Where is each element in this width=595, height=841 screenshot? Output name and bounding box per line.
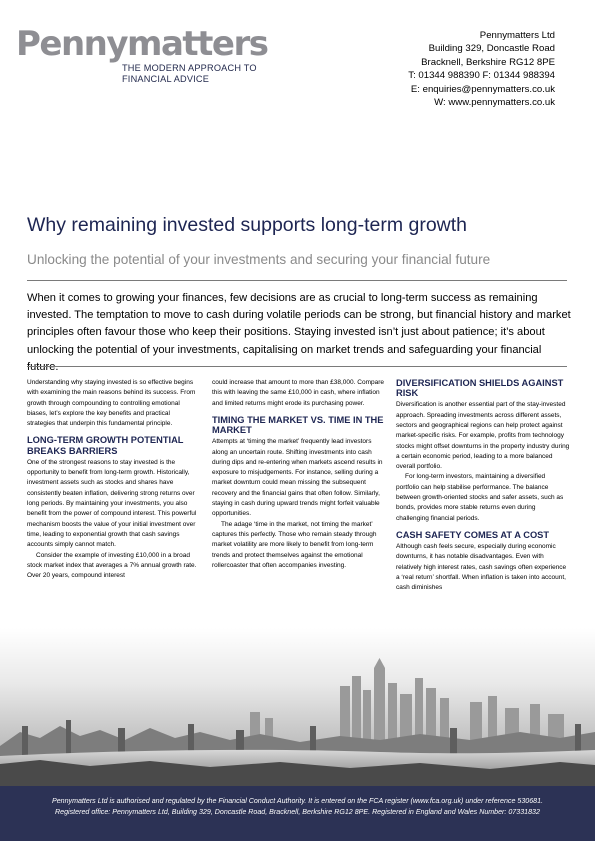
column-3	[396, 378, 570, 594]
logo-wordmark: Pennymatters	[16, 24, 268, 64]
logo-tagline-line2: FINANCIAL ADVICE	[122, 74, 210, 84]
column-1	[27, 378, 199, 581]
company-logo	[16, 26, 276, 85]
col1-paragraph-2: One of the strongest reasons to stay invested is the opportunity to benefit from long-term growth. Historically, investment assets such as stocks and shares have consistently beaten inflation, delivering strong returns over long periods. By maintaining your investments, you also benefit from the power of compound interest. This powerful mechanism boosts the value of your initial investment over time, leading to exponential growth that cash savings accounts simply cannot match.	[27, 458, 197, 549]
col1-heading: LONG-TERM GROWTH POTENTIAL BREAKS BARRIERS	[27, 435, 184, 456]
col1-paragraph-3: Consider the example of investing £10,000 in a broad stock market index that averages a 7% annual growth rate. Over 20 years, compound interest	[27, 551, 197, 580]
footer-line-2: Registered office: Pennymatters Ltd, Building 329, Doncastle Road, Bracknell, Berkshire RG12 8PE. Registered in England and Wales Number: 07331832	[55, 808, 540, 817]
col3-paragraph-3: Although cash feels secure, especially during economic downturns, it has notable disadvantages. Even with relatively high interest rates, cash savings often experience a ‘real return’ shortfall. When inflation is taken into account, cash diminishes	[396, 543, 567, 592]
divider-bottom	[27, 366, 567, 367]
phone-fax: T: 01344 988390 F: 01344 988394	[408, 70, 555, 82]
col1-paragraph-1: Understanding why staying invested is so effective begins with examining the main reasons behind its success. From growth through compounding to controlling emotional biases, let’s explore the key benefits and practical strategies that underpin this fundamental principle.	[27, 379, 196, 428]
address-line1: Building 329, Doncastle Road	[428, 43, 555, 55]
article-title: Why remaining invested supports long-term growth	[27, 214, 468, 236]
col2-paragraph-3: The adage ‘time in the market, not timing the market’ captures this perfectly. Those who remain steady through market volatility are more likely to benefit from long-term trends and protect themselves against the emotional rollercoaster that often accompanies investing.	[212, 520, 377, 569]
col3-paragraph-2: For long-term investors, maintaining a diversified portfolio can help stabilise performance. The balance between growth-oriented stocks and safer assets, such as bonds, provides more stable returns even during challenging financial periods.	[396, 473, 564, 522]
website-link[interactable]: W: www.pennymatters.co.uk	[434, 97, 555, 109]
footer-bar	[0, 786, 595, 841]
contact-block	[408, 29, 555, 109]
email-link[interactable]: E: enquiries@pennymatters.co.uk	[410, 83, 555, 95]
logo-tagline-line1: THE MODERN APPROACH TO	[122, 63, 257, 73]
col2-paragraph-1: could increase that amount to more than £38,000. Compare this with leaving the same £10,000 in cash, where inflation and limited returns might erode its purchasing power.	[212, 379, 384, 407]
col3-heading-2: CASH SAFETY COMES AT A COST	[396, 529, 550, 540]
footer-line-1: Pennymatters Ltd is authorised and regulated by the Financial Conduct Authority. It is entered on the FCA register (www.fca.org.uk) under reference 530681.	[51, 797, 544, 805]
divider-top	[27, 280, 567, 281]
city-skyline-image	[0, 628, 595, 786]
logo-tagline	[122, 63, 276, 85]
address-line2: Bracknell, Berkshire RG12 8PE	[421, 56, 555, 68]
intro-paragraph: When it comes to growing your finances, few decisions are as crucial to long-term success as remaining invested. The temptation to move to cash during volatile periods can be strong, but financial history and market principles often favour those who keep their positions. Staying invested isn’t just about patience; it’s about unlocking the potential of your investments, capitalising on market trends and safeguarding your financial future.	[27, 292, 571, 373]
column-2	[212, 378, 384, 571]
regulatory-notice	[0, 796, 595, 818]
col3-heading-1: DIVERSIFICATION SHIELDS AGAINST RISK	[396, 378, 564, 399]
col2-paragraph-2: Attempts at ‘timing the market’ frequently lead investors along an uncertain route. Shifting investments into cash during dips and re-entering when markets ascend results in exposure to misjudgements. For instance, selling during a market downturn could mean missing the subsequent recovery and the financial gains that often follow. Similarly, staying in cash during upward trends might forfeit valuable opportunities.	[212, 438, 383, 518]
col2-heading: TIMING THE MARKET VS. TIME IN THE MARKET	[212, 414, 384, 436]
article-subtitle: Unlocking the potential of your investments and securing your financial future	[27, 252, 491, 267]
col3-paragraph-1: Diversification is another essential part of the stay-invested approach. Spreading investments across different assets, sectors and geographical regions can help protect against market-specific risks. For example, profits from technology stocks might offset downturns in the property industry during a certain economic period, leading to a more balanced overall portfolio.	[396, 401, 570, 471]
company-name: Pennymatters Ltd	[479, 30, 555, 41]
